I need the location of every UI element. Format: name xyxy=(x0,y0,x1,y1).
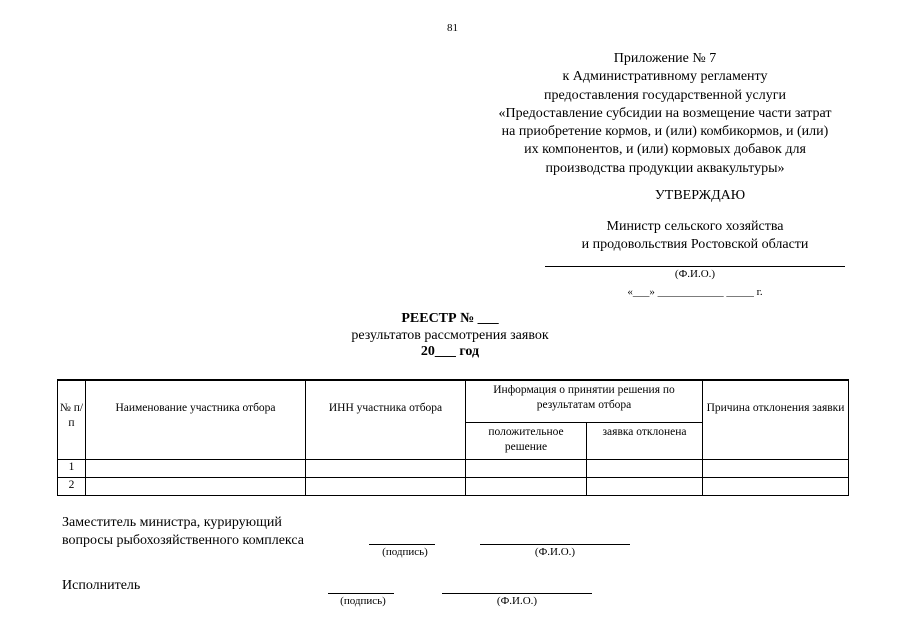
header-name: Наименование участника отбора xyxy=(86,380,306,460)
page-number: 81 xyxy=(447,22,458,34)
header-reason: Причина отклонения заявки xyxy=(703,380,849,460)
approval-title: УТВЕРЖДАЮ xyxy=(654,188,746,203)
cell-inn xyxy=(306,478,466,496)
approval-position xyxy=(545,218,845,254)
registry-table xyxy=(57,379,849,496)
executor-fio-caption: (Ф.И.О.) xyxy=(496,595,538,607)
deputy-fio-caption: (Ф.И.О.) xyxy=(534,546,576,558)
row-number: 1 xyxy=(58,460,86,478)
executor-label: Исполнитель xyxy=(62,578,141,593)
appendix-line: предоставления государственной услуги xyxy=(544,87,786,103)
cell-name xyxy=(86,460,306,478)
appendix-line: к Административному регламенту xyxy=(562,69,768,85)
cell-inn xyxy=(306,460,466,478)
cell-rejected xyxy=(587,478,703,496)
appendix-header xyxy=(470,50,860,178)
deputy-minister-label xyxy=(62,514,362,550)
deputy-signature-line xyxy=(369,544,435,545)
appendix-line: их компонентов, и (или) кормовых добавок для xyxy=(524,142,806,158)
header-positive: положительное решение xyxy=(466,423,587,460)
approval-position-line: и продовольствия Ростовской области xyxy=(581,237,809,252)
approval-signature-line xyxy=(545,266,845,267)
appendix-line: на приобретение кормов, и (или) комбикормов, и (или) xyxy=(501,124,829,140)
cell-reason xyxy=(703,460,849,478)
registry-year: 20___ год xyxy=(420,344,480,359)
registry-subtitle: результатов рассмотрения заявок xyxy=(351,328,549,343)
appendix-line: производства продукции аквакультуры» xyxy=(545,160,785,176)
cell-positive xyxy=(466,478,587,496)
deputy-label-line: Заместитель министра, курирующий xyxy=(62,515,282,530)
cell-reason xyxy=(703,478,849,496)
table-row xyxy=(58,478,849,496)
header-inn: ИНН участника отбора xyxy=(306,380,466,460)
appendix-line: «Предоставление субсидии на возмещение части затрат xyxy=(498,105,832,121)
cell-name xyxy=(86,478,306,496)
deputy-fio-line xyxy=(480,544,630,545)
approval-fio-label: (Ф.И.О.) xyxy=(674,268,716,280)
header-rejected: заявка отклонена xyxy=(587,423,703,460)
approval-date-line: «___» ____________ _____ г. xyxy=(627,286,763,298)
executor-fio-line xyxy=(442,593,592,594)
executor-signature-caption: (подпись) xyxy=(340,595,386,607)
table-row xyxy=(58,460,849,478)
registry-title: РЕЕСТР № ___ xyxy=(401,311,499,326)
deputy-signature-caption: (подпись) xyxy=(382,546,428,558)
appendix-line: Приложение № 7 xyxy=(613,51,717,66)
cell-rejected xyxy=(587,460,703,478)
executor-signature-line xyxy=(328,593,394,594)
row-number: 2 xyxy=(58,478,86,496)
cell-positive xyxy=(466,460,587,478)
deputy-label-line: вопросы рыбохозяйственного комплекса xyxy=(62,533,304,548)
approval-position-line: Министр сельского хозяйства xyxy=(606,219,784,234)
header-decision-info: Информация о принятии решения по результатам отбора xyxy=(466,380,703,423)
header-num: № п/п xyxy=(58,380,86,460)
